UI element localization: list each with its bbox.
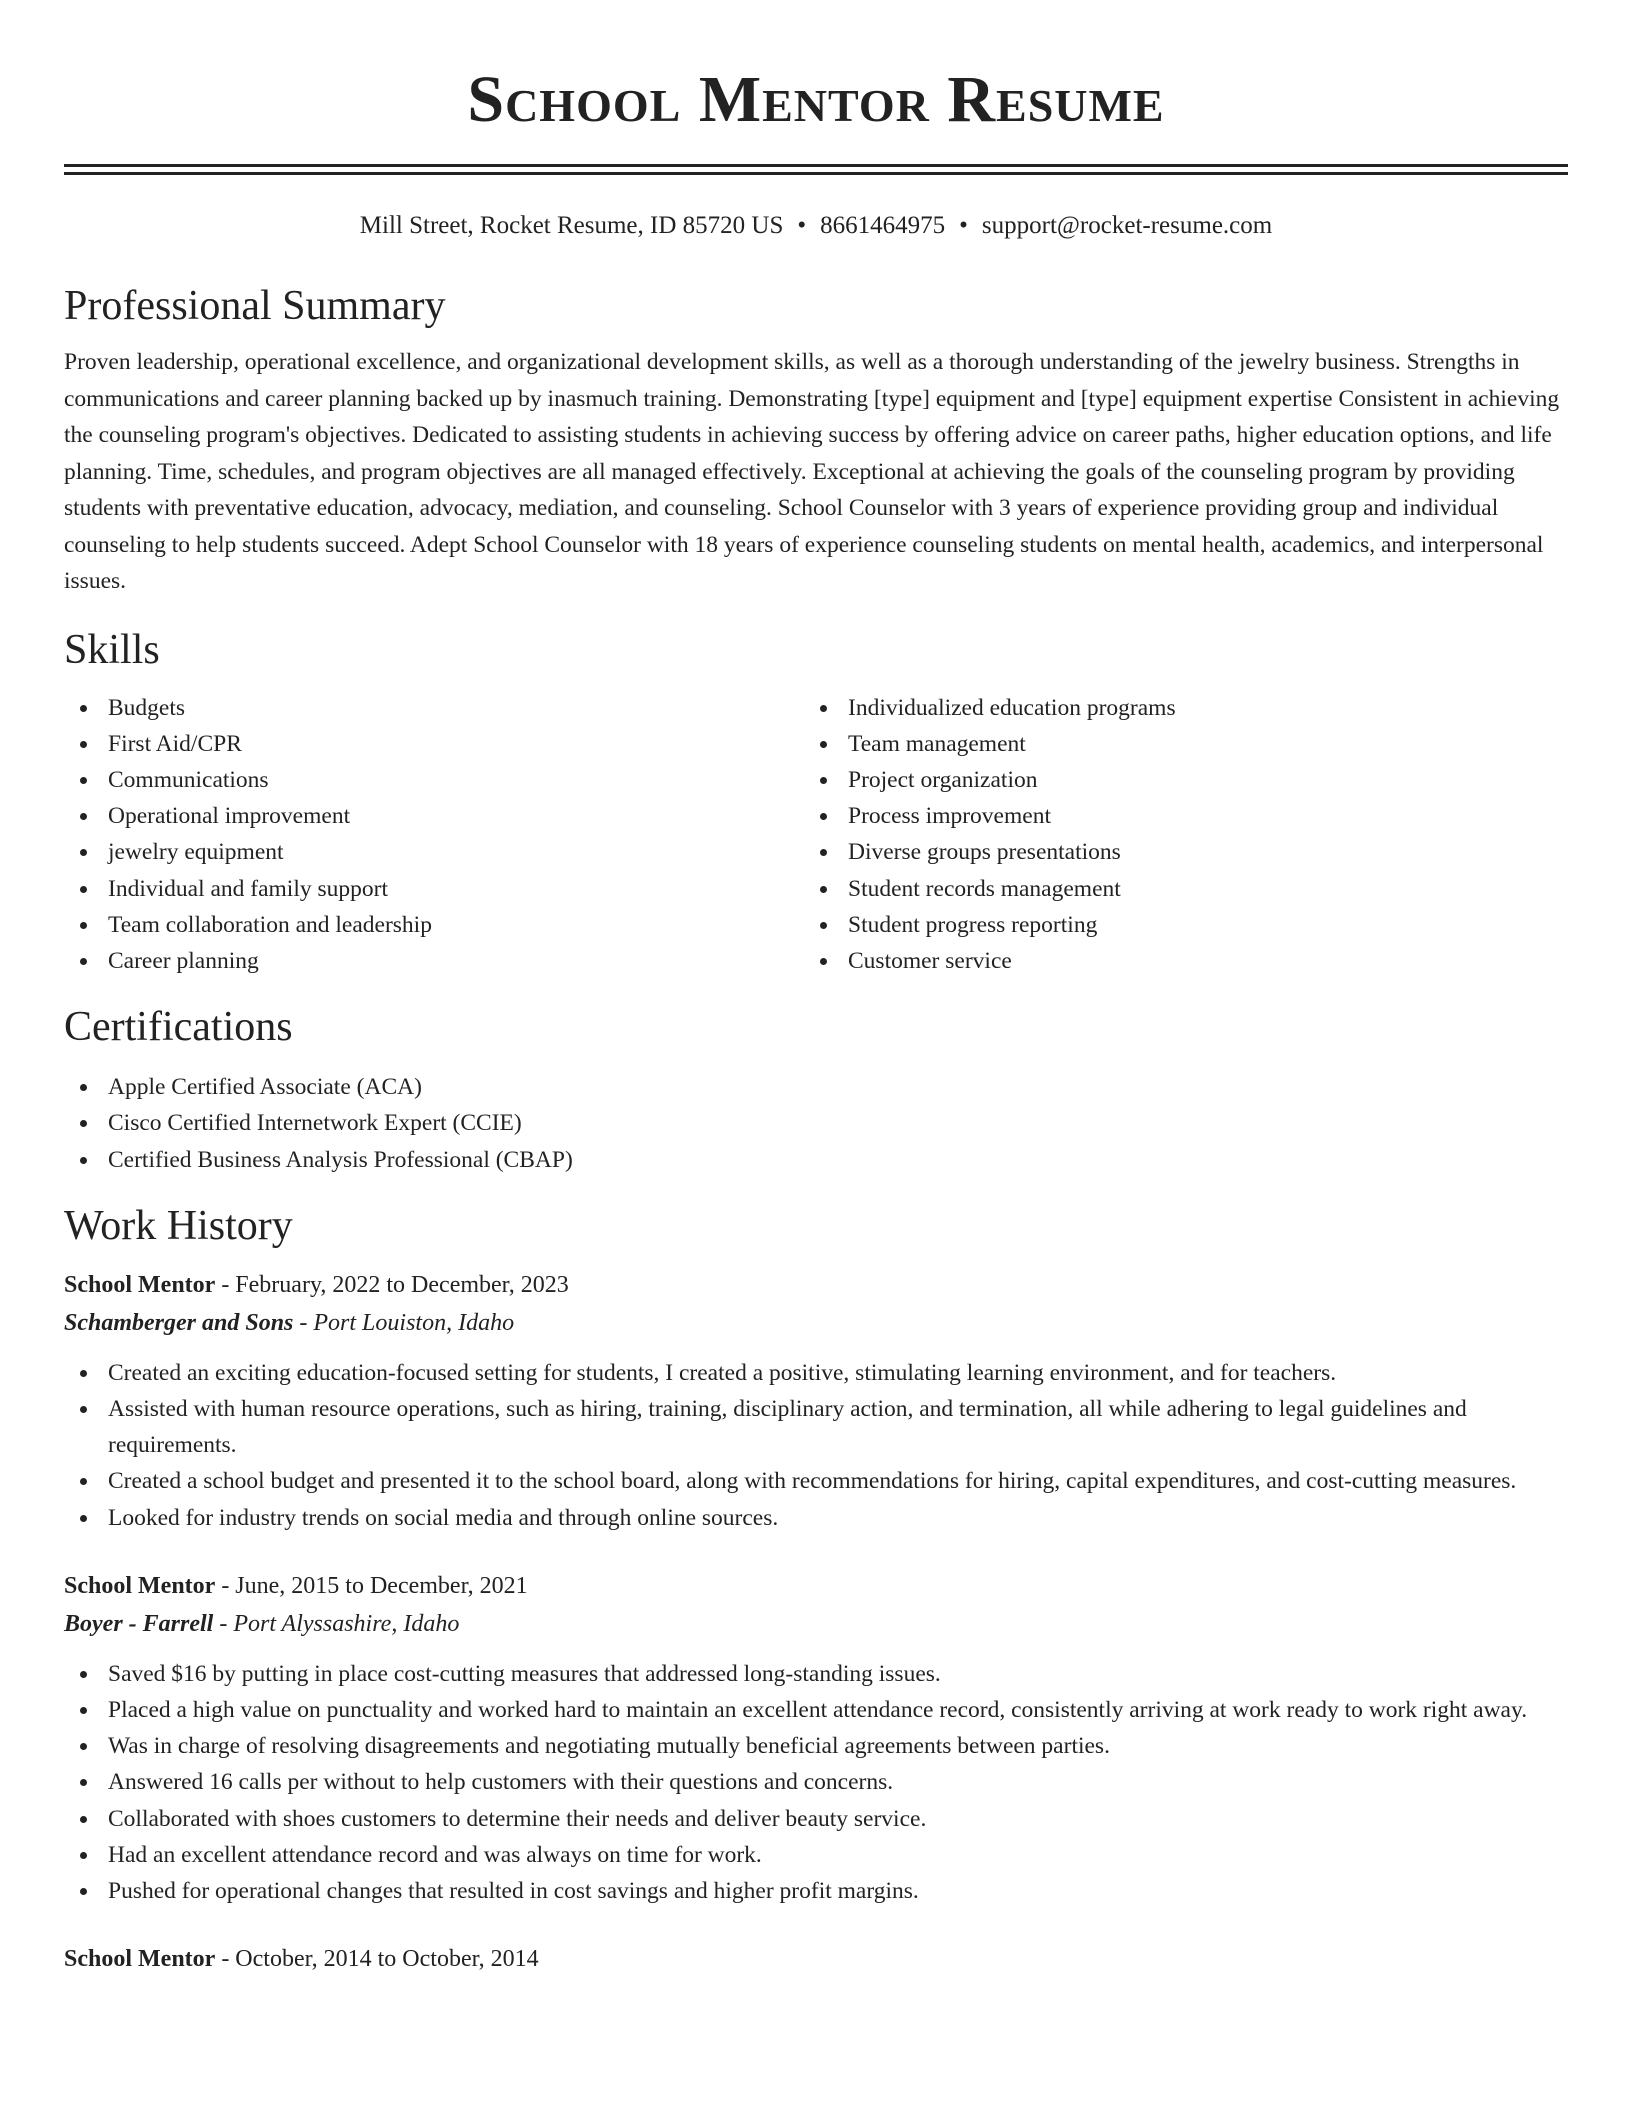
job-company-line: [64, 1605, 1568, 1643]
job-company: Schamberger and Sons: [64, 1309, 294, 1336]
job-bullet: Assisted with human resource operations, such as hiring, training, disciplinary action, and termination, all while adhering to legal guidelines and requirements.: [64, 1391, 1568, 1463]
skill-item: Process improvement: [816, 798, 1568, 834]
skill-item: Operational improvement: [64, 798, 816, 834]
job-title-line: [64, 1266, 1568, 1304]
skills-columns: [64, 690, 1568, 980]
job-location: - Port Alyssashire, Idaho: [213, 1610, 460, 1637]
job-dates: - June, 2015 to December, 2021: [215, 1572, 528, 1599]
contact-separator: •: [797, 212, 807, 239]
job-bullet: Was in charge of resolving disagreements and negotiating mutually beneficial agreements between parties.: [64, 1728, 1568, 1764]
job-bullets: [64, 1355, 1568, 1536]
job-dates: - February, 2022 to December, 2023: [215, 1271, 569, 1298]
certification-item: Cisco Certified Internetwork Expert (CCIE): [64, 1105, 1568, 1141]
job-title: School Mentor: [64, 1271, 216, 1298]
summary-text: Proven leadership, operational excellence, and organizational development skills, as well as a thorough understanding of the jewelry business. Strengths in communications and career planning backed up by inasmuch training. Demonstrating [type] equipment and [type] equipment expertise Consistent in achieving the counseling program's objectives. Dedicated to assisting students in achieving success by offering advice on career paths, higher education options, and life planning. Time, schedules, and program objectives are all managed effectively. Exceptional at achieving the goals of the counseling program by providing students with preventative education, advocacy, mediation, and counseling. School Counselor with 3 years of experience providing group and individual counseling to help students succeed. Adept School Counselor with 18 years of experience counseling students on mental health, academics, and interpersonal issues.: [64, 349, 1560, 594]
job-bullets: [64, 1656, 1568, 1909]
job-bullet: Placed a high value on punctuality and worked hard to maintain an excellent attendance record, consistently arriving at work ready to work right away.: [64, 1692, 1568, 1728]
job-bullet: Created a school budget and presented it to the school board, along with recommendations for hiring, capital expenditures, and cost-cutting measures.: [64, 1463, 1568, 1499]
skill-item: Project organization: [816, 762, 1568, 798]
contact-email: support@rocket-resume.com: [981, 212, 1273, 239]
skill-item: Student progress reporting: [816, 907, 1568, 943]
job-bullet: Created an exciting education-focused setting for students, I created a positive, stimulating learning environment, and for teachers.: [64, 1355, 1568, 1391]
job-bullet: Answered 16 calls per without to help customers with their questions and concerns.: [64, 1764, 1568, 1800]
job-title-line: [64, 1940, 1568, 1978]
job-bullet: Collaborated with shoes customers to determine their needs and deliver beauty service.: [64, 1801, 1568, 1837]
job-entry: [64, 1567, 1568, 1909]
job-bullet: Pushed for operational changes that resulted in cost savings and higher profit margins.: [64, 1873, 1568, 1909]
certification-item: Certified Business Analysis Professional (CBAP): [64, 1142, 1568, 1178]
job-bullet: Looked for industry trends on social media and through online sources.: [64, 1500, 1568, 1536]
certifications-heading: Certifications: [64, 1004, 293, 1051]
skills-list-right: [816, 690, 1568, 980]
job-company-line: [64, 1304, 1568, 1342]
skill-item: Individual and family support: [64, 871, 816, 907]
contact-separator: •: [959, 212, 968, 239]
skill-item: Team collaboration and leadership: [64, 907, 816, 943]
job-entry: [64, 1266, 1568, 1536]
skill-item: Diverse groups presentations: [816, 834, 1568, 870]
job-title: School Mentor: [64, 1572, 216, 1599]
contact-phone: 8661464975: [820, 212, 946, 239]
skill-item: jewelry equipment: [64, 834, 816, 870]
skill-item: Student records management: [816, 871, 1568, 907]
skill-item: Career planning: [64, 943, 816, 979]
page-title: School Mentor Resume: [467, 63, 1165, 136]
certifications-list: [64, 1069, 1568, 1178]
contact-address: Mill Street, Rocket Resume, ID 85720 US: [359, 212, 784, 239]
skill-item: Budgets: [64, 690, 816, 726]
job-dates: - October, 2014 to October, 2014: [215, 1946, 539, 1973]
skills-heading: Skills: [64, 626, 160, 673]
job-title-line: [64, 1567, 1568, 1605]
skill-item: First Aid/CPR: [64, 726, 816, 762]
job-bullet: Had an excellent attendance record and was always on time for work.: [64, 1837, 1568, 1873]
skill-item: Team management: [816, 726, 1568, 762]
contact-line: [64, 210, 1568, 242]
job-bullet: Saved $16 by putting in place cost-cutting measures that addressed long-standing issues.: [64, 1656, 1568, 1692]
skill-item: Customer service: [816, 943, 1568, 979]
work-history-heading: Work History: [64, 1202, 293, 1249]
summary-heading: Professional Summary: [64, 283, 446, 329]
job-company: Boyer - Farrell: [64, 1610, 214, 1637]
title-divider: [64, 164, 1568, 175]
skills-list-left: [64, 690, 816, 980]
job-location: - Port Louiston, Idaho: [293, 1309, 515, 1336]
certification-item: Apple Certified Associate (ACA): [64, 1069, 1568, 1105]
job-entry: [64, 1940, 1568, 1978]
job-title: School Mentor: [64, 1946, 216, 1973]
skill-item: Communications: [64, 762, 816, 798]
skill-item: Individualized education programs: [816, 690, 1568, 726]
